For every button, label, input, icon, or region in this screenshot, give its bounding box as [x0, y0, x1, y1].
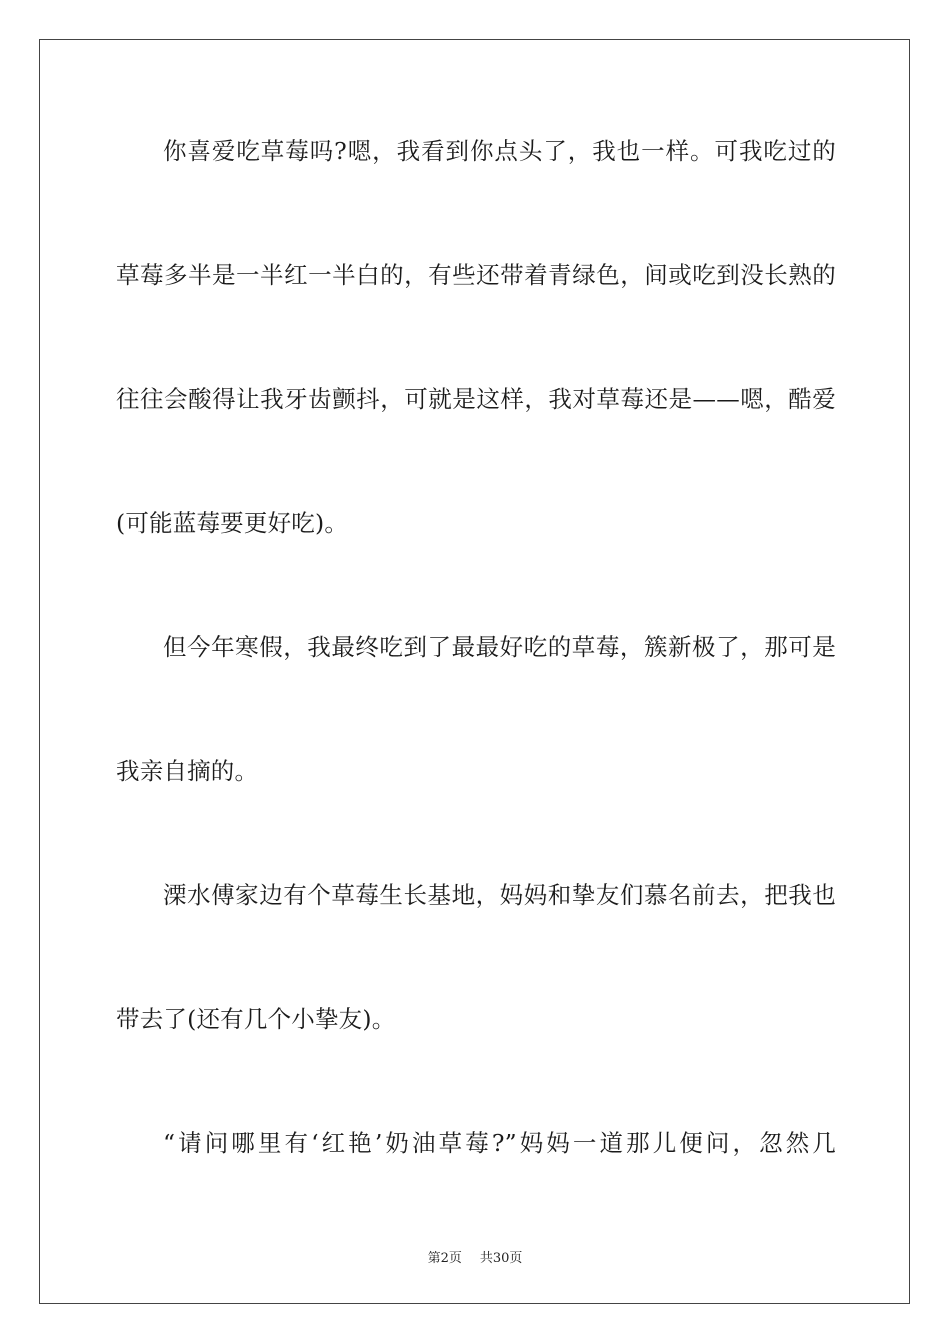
- paragraph-line: 带去了(还有几个小挚友)。: [116, 1005, 396, 1033]
- page-footer: [0, 1247, 950, 1266]
- page-border: [39, 39, 910, 1304]
- paragraph-line: (可能蓝莓要更好吃)。: [116, 509, 349, 537]
- paragraph-line: 草莓多半是一半红一半白的，有些还带着青绿色，间或吃到没长熟的: [116, 261, 836, 289]
- page-total: 共30页: [479, 1251, 523, 1266]
- page-number: 第2页: [427, 1251, 462, 1266]
- paragraph-line: 溧水傅家边有个草莓生长基地，妈妈和挚友们慕名前去，把我也: [163, 881, 836, 909]
- paragraph-line: 往往会酸得让我牙齿颤抖，可就是这样，我对草莓还是——嗯，酷爱: [116, 385, 836, 413]
- paragraph-line: 但今年寒假，我最终吃到了最最好吃的草莓，簇新极了，那可是: [163, 633, 836, 661]
- paragraph-line: “请问哪里有‘红艳’奶油草莓?”妈妈一道那儿便问，忽然几: [163, 1129, 836, 1157]
- paragraph-line: 你喜爱吃草莓吗?嗯，我看到你点头了，我也一样。可我吃过的: [163, 137, 836, 165]
- paragraph-line: 我亲自摘的。: [116, 757, 259, 785]
